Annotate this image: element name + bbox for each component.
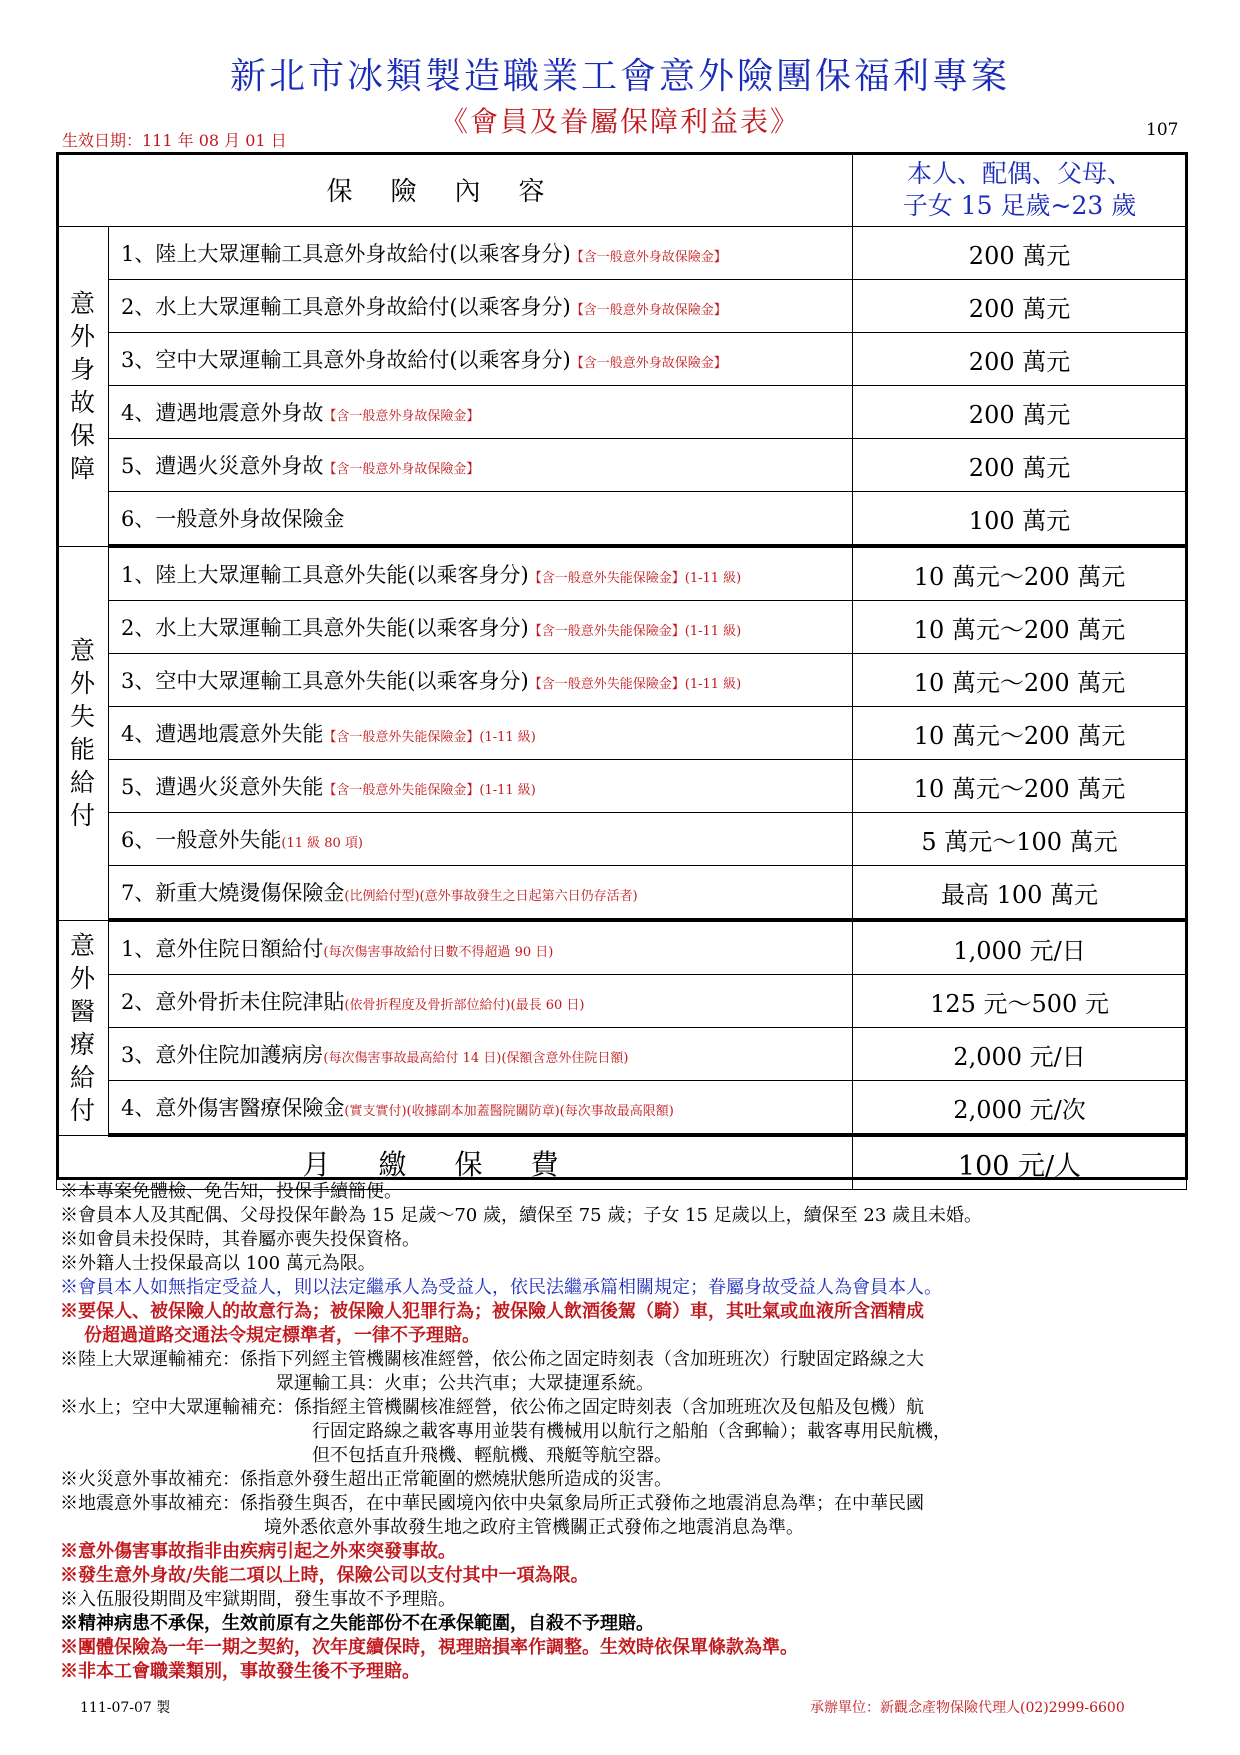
benefit-note: 【含一般意外身故保險金】 <box>570 250 727 265</box>
category-char: 意 <box>69 289 95 319</box>
benefit-note: (實支實付)(收據副本加蓋醫院關防章)(每次事故最高限額) <box>344 1104 674 1119</box>
note-line: 行固定路線之載客專用並裝有機械用以航行之船舶（含郵輪）；載客專用民航機， <box>312 1421 951 1442</box>
note-line: ※火災意外事故補充：係指意外發生超出正常範圍的燃燒狀態所造成的災害。 <box>60 1469 672 1490</box>
table-row <box>57 439 1187 492</box>
benefit-label: 4、意外傷害醫療保險金 <box>121 1096 345 1120</box>
note-line: ※陸上大眾運輸補充：係指下列經主管機關核准經營，依公佈之固定時刻表（含加班班次）行駛固定路線之大 <box>60 1349 924 1370</box>
benefit-item <box>109 975 853 1028</box>
benefit-item <box>109 1028 853 1081</box>
benefit-label: 1、陸上大眾運輸工具意外失能(以乘客身分) <box>121 563 529 587</box>
benefit-label: 6、一般意外失能 <box>121 828 282 852</box>
category-char: 意 <box>69 636 95 665</box>
note-line: 但不包括直升飛機、輕航機、飛艇等航空器。 <box>312 1445 672 1466</box>
notes-section <box>60 1180 1220 1684</box>
benefit-item <box>109 386 853 439</box>
benefit-item <box>109 920 853 975</box>
header-amount-line2: 子女 15 足歲~23 歲 <box>902 190 1137 220</box>
note-line: 境外悉依意外事故發生地之政府主管機關正式發佈之地震消息為準。 <box>264 1517 804 1538</box>
benefit-amount: 200 萬元 <box>853 227 1187 280</box>
note-line: ※會員本人及其配偶、父母投保年齡為 15 足歲～70 歲，續保至 75 歲；子女 15 足歲以上，續保至 23 歲且未婚。 <box>60 1205 983 1226</box>
category-char: 意 <box>69 930 95 960</box>
benefit-note: (比例給付型)(意外事故發生之日起第六日仍存活者) <box>344 889 638 904</box>
table-row <box>57 601 1187 654</box>
category-label <box>57 546 109 920</box>
benefit-label: 7、新重大燒燙傷保險金 <box>121 881 345 905</box>
benefit-label: 1、陸上大眾運輸工具意外身故給付(以乘客身分) <box>121 242 571 266</box>
benefit-item <box>109 439 853 492</box>
note-line: ※地震意外事故補充：係指發生與否，在中華民國境內依中央氣象局所正式發佈之地震消息為準；在中華民國 <box>60 1493 924 1514</box>
benefit-amount: 200 萬元 <box>853 280 1187 333</box>
benefit-amount: 100 萬元 <box>853 492 1187 547</box>
benefit-item <box>109 601 853 654</box>
note-line: ※外籍人士投保最高以 100 萬元為限。 <box>60 1253 376 1274</box>
table-row <box>57 546 1187 601</box>
benefit-amount: 200 萬元 <box>853 439 1187 492</box>
benefit-note: 【含一般意外失能保險金】(1-11 級) <box>323 783 536 798</box>
category-label <box>57 227 109 547</box>
table-row <box>57 707 1187 760</box>
benefit-note: 【含一般意外身故保險金】 <box>323 462 480 477</box>
category-char: 醫 <box>69 996 95 1026</box>
note-line: 份超過道路交通法令規定標準者，一律不予理賠。 <box>84 1325 480 1346</box>
benefit-note: 【含一般意外身故保險金】 <box>323 409 480 424</box>
benefit-label: 1、意外住院日額給付 <box>121 937 324 961</box>
benefit-note: 【含一般意外身故保險金】 <box>570 303 727 318</box>
benefit-amount: 2,000 元/次 <box>853 1081 1187 1136</box>
benefit-label: 4、遭遇地震意外失能 <box>121 722 324 746</box>
table-row <box>57 654 1187 707</box>
note-line: ※精神病患不承保，生效前原有之失能部份不在承保範圍，自殺不予理賠。 <box>60 1613 654 1634</box>
benefit-amount: 10 萬元～200 萬元 <box>853 654 1187 707</box>
table-row <box>57 386 1187 439</box>
header-amount <box>853 153 1187 227</box>
benefit-label: 2、水上大眾運輸工具意外身故給付(以乘客身分) <box>121 295 571 319</box>
benefit-item <box>109 654 853 707</box>
table-row <box>57 280 1187 333</box>
note-line: ※團體保險為一年一期之契約，次年度續保時，視理賠損率作調整。生效時依保單條款為準。 <box>60 1637 798 1658</box>
benefit-item <box>109 813 853 866</box>
category-char: 身 <box>69 355 95 385</box>
benefit-item <box>109 546 853 601</box>
category-label <box>57 920 109 1135</box>
footer-agency: 承辦單位：新觀念產物保險代理人(02)2999-6600 <box>810 1700 1125 1716</box>
table-row <box>57 1028 1187 1081</box>
header-amount-line1: 本人、配偶、父母、 <box>907 158 1133 188</box>
benefit-item <box>109 227 853 280</box>
category-char: 外 <box>69 963 95 993</box>
benefit-amount: 2,000 元/日 <box>853 1028 1187 1081</box>
table-header-row <box>57 153 1187 227</box>
note-line: ※水上；空中大眾運輸補充：係指經主管機關核准經營，依公佈之固定時刻表（含加班班次及包船及包機）航 <box>60 1397 924 1418</box>
note-line: ※意外傷害事故指非由疾病引起之外來突發事故。 <box>60 1541 456 1562</box>
benefit-amount: 125 元～500 元 <box>853 975 1187 1028</box>
benefit-label: 2、水上大眾運輸工具意外失能(以乘客身分) <box>121 616 529 640</box>
note-line: ※會員本人如無指定受益人，則以法定繼承人為受益人，依民法繼承篇相關規定；眷屬身故受益人為會員本人。 <box>60 1277 942 1298</box>
benefit-item <box>109 707 853 760</box>
category-char: 障 <box>69 454 95 484</box>
benefit-label: 5、遭遇火災意外失能 <box>121 775 324 799</box>
benefit-item <box>109 280 853 333</box>
benefit-amount: 10 萬元～200 萬元 <box>853 546 1187 601</box>
fee-label: 月繳保費 <box>57 1135 853 1190</box>
note-line: ※要保人、被保險人的故意行為；被保險人犯罪行為；被保險人飲酒後駕（騎）車，其吐氣或血液所含酒精成 <box>60 1301 924 1322</box>
benefit-label: 5、遭遇火災意外身故 <box>121 454 324 478</box>
benefit-item <box>109 1081 853 1136</box>
category-char: 給 <box>69 768 95 797</box>
benefit-note: (每次傷害事故最高給付 14 日)(保額含意外住院日額) <box>323 1051 629 1066</box>
table-row <box>57 920 1187 975</box>
benefit-note: 【含一般意外失能保險金】(1-11 級) <box>528 624 742 639</box>
category-char: 保 <box>69 421 95 451</box>
benefit-label: 2、意外骨折未住院津貼 <box>121 990 345 1014</box>
benefit-amount: 10 萬元～200 萬元 <box>853 601 1187 654</box>
category-char: 能 <box>69 735 95 764</box>
table-row <box>57 227 1187 280</box>
note-line: ※非本工會職業類別，事故發生後不予理賠。 <box>60 1661 420 1682</box>
benefit-note: (依骨折程度及骨折部位給付)(最長 60 日) <box>344 998 585 1013</box>
benefit-note: 【含一般意外失能保險金】(1-11 級) <box>528 677 742 692</box>
table-row <box>57 760 1187 813</box>
category-char: 外 <box>69 322 95 352</box>
table-row <box>57 813 1187 866</box>
page-subtitle: 《會員及眷屬保障利益表》 <box>439 105 800 138</box>
category-char: 給 <box>69 1062 95 1092</box>
category-char: 付 <box>69 1095 95 1125</box>
benefit-label: 6、一般意外身故保險金 <box>121 507 345 531</box>
benefit-note: 【含一般意外失能保險金】(1-11 級) <box>323 730 536 745</box>
benefit-note: 【含一般意外身故保險金】 <box>570 356 727 371</box>
benefit-item <box>109 866 853 921</box>
benefit-item <box>109 333 853 386</box>
benefit-item <box>109 492 853 547</box>
table-row <box>57 975 1187 1028</box>
benefit-amount: 200 萬元 <box>853 333 1187 386</box>
benefit-amount: 最高 100 萬元 <box>853 866 1187 921</box>
benefit-amount: 10 萬元～200 萬元 <box>853 707 1187 760</box>
benefit-amount: 5 萬元～100 萬元 <box>853 813 1187 866</box>
note-line: ※發生意外身故/失能二項以上時，保險公司以支付其中一項為限。 <box>60 1565 589 1586</box>
category-char: 外 <box>69 669 95 698</box>
benefit-label: 3、空中大眾運輸工具意外失能(以乘客身分) <box>121 669 529 693</box>
benefit-note: 【含一般意外失能保險金】(1-11 級) <box>528 571 742 586</box>
footer-made-date: 111-07-07 製 <box>80 1700 171 1716</box>
page-title: 新北市冰類製造職業工會意外險團保福利專案 <box>229 56 1010 97</box>
note-line: ※入伍服役期間及牢獄期間，發生事故不予理賠。 <box>60 1589 456 1610</box>
category-char: 療 <box>69 1029 95 1059</box>
benefit-note: (11 級 80 項) <box>281 836 363 851</box>
category-char: 故 <box>69 388 95 418</box>
header-content: 保險內容 <box>57 153 853 227</box>
doc-number: 107 <box>1146 120 1179 140</box>
benefit-label: 3、空中大眾運輸工具意外身故給付(以乘客身分) <box>121 348 571 372</box>
benefit-amount: 10 萬元～200 萬元 <box>853 760 1187 813</box>
benefit-label: 3、意外住院加護病房 <box>121 1043 324 1067</box>
benefit-item <box>109 760 853 813</box>
benefit-label: 4、遭遇地震意外身故 <box>121 401 324 425</box>
note-line: 眾運輸工具：火車；公共汽車；大眾捷運系統。 <box>276 1373 654 1394</box>
table-row <box>57 866 1187 921</box>
category-char: 失 <box>69 702 95 731</box>
benefit-amount: 1,000 元/日 <box>853 920 1187 975</box>
effective-date: 生效日期：111 年 08 月 01 日 <box>62 131 287 150</box>
benefit-note: (每次傷害事故給付日數不得超過 90 日) <box>323 945 554 960</box>
benefits-table <box>56 152 1187 1190</box>
table-row <box>57 492 1187 547</box>
fee-amount: 100 元/人 <box>853 1135 1187 1190</box>
benefit-amount: 200 萬元 <box>853 386 1187 439</box>
note-line: ※本專案免體檢、免告知，投保手續簡便。 <box>60 1181 402 1202</box>
category-char: 付 <box>69 801 95 830</box>
note-line: ※如會員未投保時，其眷屬亦喪失投保資格。 <box>60 1229 420 1250</box>
table-row <box>57 333 1187 386</box>
table-row <box>57 1081 1187 1136</box>
